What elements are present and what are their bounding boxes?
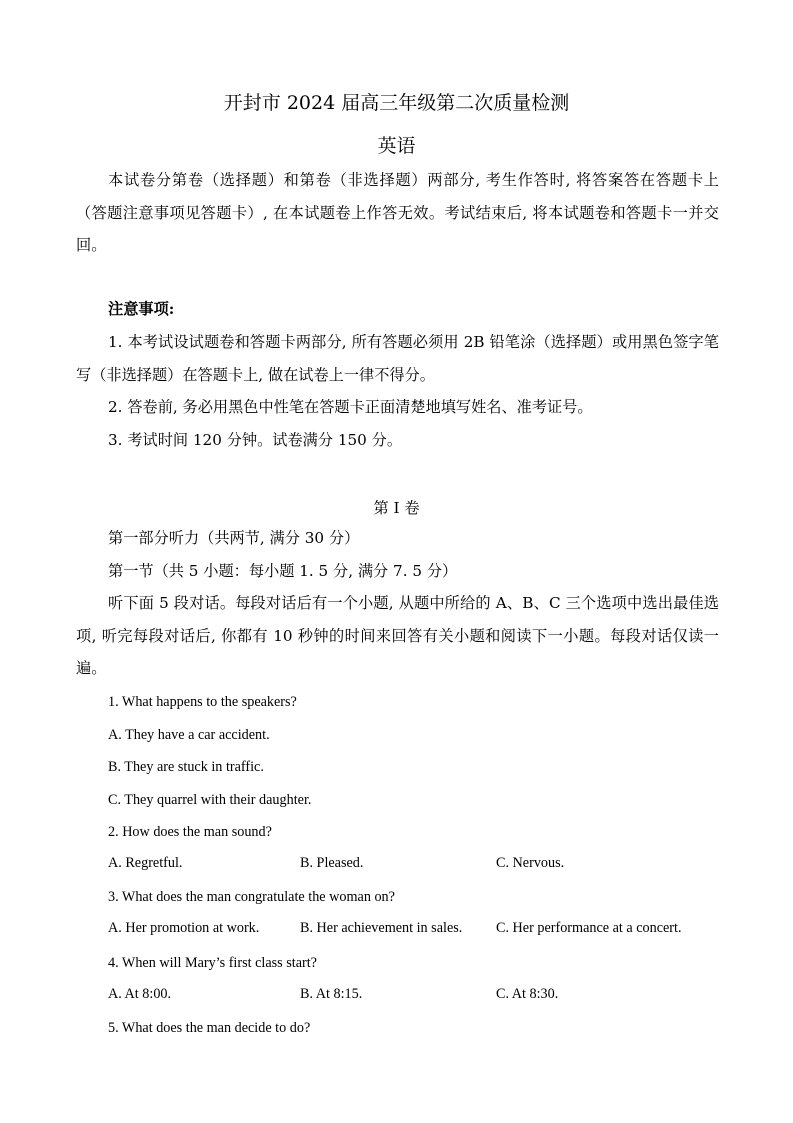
question-1-option-a: A. They have a car accident. bbox=[108, 727, 270, 743]
note-item-3: 3. 考试时间 120 分钟。试卷满分 150 分。 bbox=[108, 431, 403, 449]
notes-heading: 注意事项: bbox=[108, 300, 175, 318]
subject-title: 英语 bbox=[377, 135, 416, 157]
question-3-option-b: B. Her achievement in sales. bbox=[300, 920, 463, 936]
part-heading: 第一部分听力（共两节, 满分 30 分） bbox=[108, 529, 360, 547]
note-item-2: 2. 答卷前, 务必用黑色中性笔在答题卡正面清楚地填写姓名、准考证号。 bbox=[108, 398, 593, 416]
listening-instructions: 听下面 5 段对话。每段对话后有一个小题, 从题中所给的 A、B、C 三个选项中选出最佳选项, 听完每段对话后, 你都有 10 秒钟的时间来回答有关小题和阅读下一小题。每段对话仅读一遍。 bbox=[76, 594, 719, 677]
question-4-option-a: A. At 8:00. bbox=[108, 986, 172, 1002]
volume-heading: 第 I 卷 bbox=[373, 499, 420, 517]
question-3: 3. What does the man congratulate the woman on? bbox=[108, 889, 395, 905]
question-3-option-c: C. Her performance at a concert. bbox=[496, 920, 682, 936]
question-2-option-a: A. Regretful. bbox=[108, 855, 183, 871]
question-1-option-b: B. They are stuck in traffic. bbox=[108, 759, 264, 775]
question-4: 4. When will Mary’s first class start? bbox=[108, 955, 317, 971]
question-4-option-b: B. At 8:15. bbox=[300, 986, 363, 1002]
question-2: 2. How does the man sound? bbox=[108, 824, 272, 840]
question-4-option-c: C. At 8:30. bbox=[496, 986, 559, 1002]
intro-paragraph: 本试卷分第卷（选择题）和第卷（非选择题）两部分, 考生作答时, 将答案答在答题卡上（答题注意事项见答题卡）, 在本试题卷上作答无效。考试结束后, 将本试题卷和答题卡一并交回。 bbox=[76, 171, 719, 254]
question-2-option-b: B. Pleased. bbox=[300, 855, 364, 871]
question-1: 1. What happens to the speakers? bbox=[108, 694, 297, 710]
question-5: 5. What does the man decide to do? bbox=[108, 1020, 311, 1036]
question-1-option-c: C. They quarrel with their daughter. bbox=[108, 792, 312, 808]
question-2-option-c: C. Nervous. bbox=[496, 855, 565, 871]
question-3-option-a: A. Her promotion at work. bbox=[108, 920, 260, 936]
section-heading: 第一节（共 5 小题：每小题 1. 5 分, 满分 7. 5 分） bbox=[108, 562, 458, 580]
exam-title: 开封市 2024 届高三年级第二次质量检测 bbox=[223, 92, 570, 114]
note-item-1: 1. 本考试设试题卷和答题卡两部分, 所有答题必须用 2B 铅笔涂（选择题）或用黑色签字笔写（非选择题）在答题卡上, 做在试卷上一律不得分。 bbox=[76, 333, 719, 384]
